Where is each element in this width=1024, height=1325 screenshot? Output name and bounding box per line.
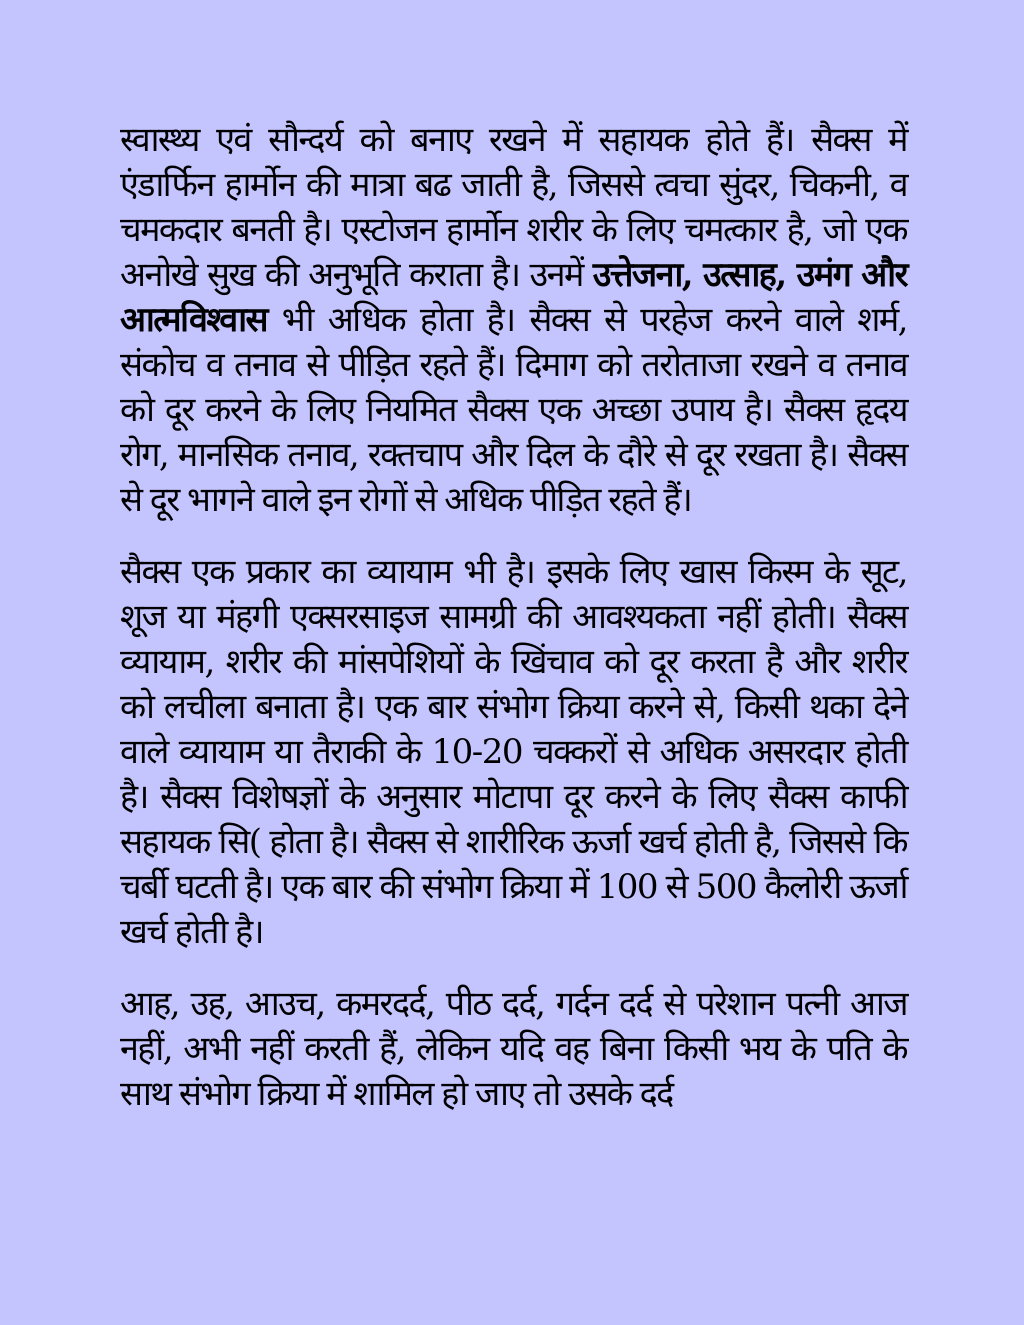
emphasized-qualities: उत्तेजना, उत्साह, उमंग और आत्मविश्वास xyxy=(120,255,907,340)
paragraph-benefits-text-after: भी अधिक होता है। सैक्स से परहेज करने वाले शर्म, संकोच व तनाव से पीड़ित रहते हैं। दिमाग को तरोताजा रखने व तनाव को दूर करने के लिए नियमित सैक्स एक अच्छा उपाय है। सैक्स हृदय रोग, मानसिक तनाव, रक्तचाप और दिल के दौरे से दूर रखता है। सैक्स से दूर भागने वाले इन रोगों से अधिक पीड़ित रहते हैं। xyxy=(120,300,907,520)
paragraph-exercise: सैक्स एक प्रकार का व्यायाम भी है। इसके लिए खास किस्म के सूट, शूज या मंहगी एक्सरसाइज सामग्री की आवश्यकता नहीं होती। सैक्स व्यायाम, शरीर की मांसपेशियों के खिंचाव को दूर करता है और शरीर को लचीला बनाता है। एक बार संभोग क्रिया करने से, किसी थका देने वाले व्यायाम या तैराकी के 10-20 चक्करों से अधिक असरदार होती है। सैक्स विशेषज्ञों के अनुसार मोटापा दूर करने के लिए सैक्स काफी सहायक सि( होता है। सैक्स से शारीरिक ऊर्जा खर्च होती है, जिससे कि चर्बी घटती है। एक बार की संभोग क्रिया में 100 से 500 कैलोरी ऊर्जा खर्च होती है। xyxy=(120,552,907,952)
paragraph-pain: आह, उह, आउच, कमरदर्द, पीठ दर्द, गर्दन दर्द से परेशान पत्नी आज नहीं, अभी नहीं करती हैं, लेकिन यदि वह बिना किसी भय के पति के साथ संभोग क्रिया में शामिल हो जाए तो उसके दर्द xyxy=(120,984,907,1114)
paragraph-benefits-text-before: स्वास्थ्य एवं सौन्दर्य को बनाए रखने में सहायक होते हैं। सैक्स में एंडार्फिन हार्मोन की मात्रा बढ जाती है, जिससे त्वचा सुंदर, चिकनी, व चमकदार बनती है। एस्टोजन हार्मोन शरीर के लिए चमत्कार है, जो एक अनोखे सुख की अनुभूति कराता है। उनमें xyxy=(120,120,907,295)
paragraph-benefits xyxy=(120,118,907,523)
